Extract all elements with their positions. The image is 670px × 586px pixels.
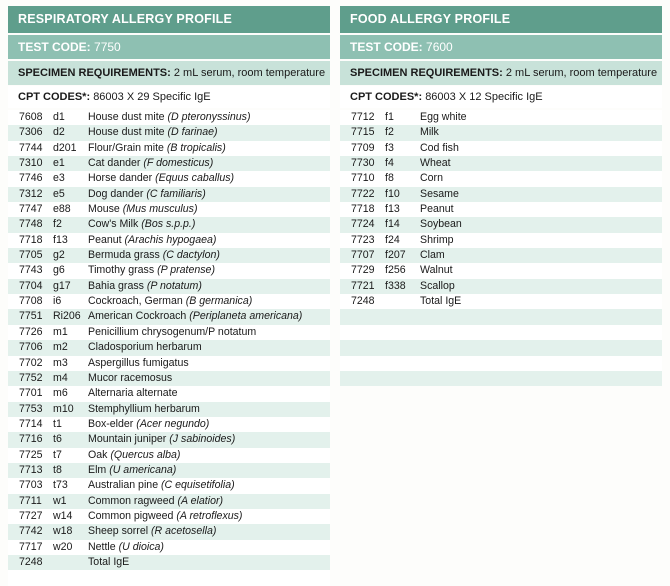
test-number: 7714 — [19, 417, 43, 430]
respiratory-allergen-table — [8, 110, 330, 586]
allergen-common-name: Dog dander — [88, 187, 147, 200]
allergen-latin-name: (U dioica) — [118, 540, 164, 553]
test-number: 7748 — [19, 218, 43, 231]
test-number: 7713 — [19, 463, 43, 476]
table-row — [8, 448, 330, 463]
allergen-latin-name: (A retroflexus) — [176, 509, 243, 522]
test-code-value: 7750 — [94, 40, 121, 54]
allergen-name — [88, 555, 129, 570]
allergen-name — [420, 202, 454, 217]
table-row — [8, 478, 330, 493]
allergen-common-name: Oak — [88, 448, 111, 461]
allergen-name — [88, 202, 198, 217]
test-number: 7706 — [19, 341, 43, 354]
allergen-name — [88, 540, 164, 555]
allergen-code: t8 — [53, 463, 62, 476]
allergen-code: d1 — [53, 111, 65, 123]
specimen-value: 2 mL serum, room temperature — [505, 67, 658, 79]
allergen-code: d201 — [53, 141, 77, 154]
table-row — [340, 309, 662, 324]
allergen-code: f13 — [53, 233, 68, 246]
allergen-name — [88, 325, 256, 340]
test-number: 7306 — [19, 126, 43, 139]
table-row — [8, 570, 330, 585]
allergen-code: f3 — [385, 141, 394, 154]
allergen-name — [88, 494, 223, 509]
allergen-code: t6 — [53, 433, 62, 446]
test-code-label: TEST CODE: — [350, 40, 423, 54]
table-row — [8, 141, 330, 156]
table-row — [8, 509, 330, 524]
allergen-common-name: Cow's Milk — [88, 218, 142, 231]
allergen-latin-name: (B tropicalis) — [166, 141, 226, 154]
allergen-latin-name: (U americana) — [109, 463, 177, 476]
allergen-common-name: Mountain juniper — [88, 433, 170, 446]
allergen-common-name: Wheat — [420, 157, 451, 170]
allergen-common-name: Egg white — [420, 111, 467, 123]
allergen-latin-name: (D farinae) — [167, 126, 218, 139]
test-number: 7744 — [19, 141, 43, 154]
allergen-code: f338 — [385, 279, 406, 292]
allergen-name — [420, 125, 439, 140]
allergen-code: d2 — [53, 126, 65, 139]
test-number: 7743 — [19, 264, 43, 277]
allergen-common-name: Total IgE — [420, 295, 462, 308]
test-number: 7717 — [19, 540, 43, 553]
allergen-code: t1 — [53, 417, 62, 430]
table-row — [8, 325, 330, 340]
allergen-name — [88, 141, 226, 156]
respiratory-title: RESPIRATORY ALLERGY PROFILE — [8, 6, 330, 33]
table-row — [340, 187, 662, 202]
respiratory-specimen — [8, 61, 330, 85]
allergen-name — [88, 263, 215, 278]
allergen-name — [88, 248, 220, 263]
allergen-code: g6 — [53, 264, 65, 277]
allergen-common-name: Sheep sorrel — [88, 525, 152, 538]
allergen-latin-name: (C equisetifolia) — [161, 479, 235, 492]
table-row — [8, 555, 330, 570]
table-row — [340, 125, 662, 140]
test-number: 7751 — [19, 310, 43, 323]
test-number: 7715 — [351, 126, 375, 139]
allergen-common-name: Soybean — [420, 218, 462, 231]
allergen-code: f207 — [385, 249, 406, 262]
table-row — [340, 263, 662, 278]
test-number: 7702 — [19, 356, 43, 369]
allergen-common-name: Corn — [420, 172, 443, 185]
allergen-common-name: Sesame — [420, 187, 459, 200]
allergen-code: f13 — [385, 203, 400, 216]
test-code-value: 7600 — [426, 40, 453, 54]
test-number: 7705 — [19, 249, 43, 262]
allergen-name — [420, 110, 467, 125]
table-row — [8, 110, 330, 125]
allergen-code: e88 — [53, 203, 71, 216]
table-row — [340, 202, 662, 217]
test-number: 7711 — [19, 494, 42, 507]
table-row — [8, 386, 330, 401]
test-number: 7747 — [19, 203, 43, 216]
respiratory-test-code — [8, 35, 330, 59]
allergen-name — [420, 294, 461, 309]
allergen-code: i6 — [53, 295, 62, 308]
cpt-label: CPT CODES*: — [18, 91, 91, 103]
allergen-code: w1 — [53, 494, 67, 507]
test-number: 7703 — [19, 479, 43, 492]
allergen-latin-name: (Periplaneta americana) — [189, 310, 303, 323]
allergen-common-name: Cockroach, German — [88, 295, 186, 308]
allergen-code: f4 — [385, 157, 394, 170]
table-row — [340, 156, 662, 171]
allergen-name — [88, 340, 202, 355]
table-row — [340, 110, 662, 125]
allergen-code: f2 — [53, 218, 62, 231]
allergen-name — [88, 125, 218, 140]
table-row — [8, 524, 330, 539]
test-number: 7753 — [19, 402, 43, 415]
allergen-name — [420, 156, 451, 171]
allergen-common-name: Mouse — [88, 203, 123, 216]
allergen-code: w20 — [53, 540, 73, 553]
table-row — [340, 371, 662, 386]
allergen-common-name: Cat dander — [88, 157, 144, 170]
allergen-common-name: Aspergillus fumigatus — [88, 356, 189, 369]
respiratory-cpt-codes — [8, 86, 330, 108]
test-number: 7608 — [19, 111, 43, 123]
allergen-name — [420, 187, 459, 202]
table-row — [8, 202, 330, 217]
table-row — [8, 156, 330, 171]
allergen-latin-name: (Equus caballus) — [155, 172, 235, 185]
test-number: 7746 — [19, 172, 43, 185]
allergen-latin-name: (F domesticus) — [143, 157, 214, 170]
allergen-code: f10 — [385, 187, 400, 200]
allergen-code: m6 — [53, 387, 68, 400]
allergen-latin-name: (P notatum) — [146, 279, 202, 292]
allergen-common-name: Alternaria alternate — [88, 387, 178, 400]
allergen-name — [88, 509, 242, 524]
allergen-common-name: Milk — [420, 126, 439, 139]
specimen-label: SPECIMEN REQUIREMENTS: — [350, 67, 503, 79]
allergen-code: g2 — [53, 249, 65, 262]
allergen-name — [420, 233, 454, 248]
table-row — [8, 279, 330, 294]
allergen-latin-name: (A elatior) — [177, 494, 224, 507]
allergen-latin-name: (R acetosella) — [151, 525, 217, 538]
allergen-common-name: Elm — [88, 463, 110, 476]
test-number: 7704 — [19, 279, 43, 292]
test-number: 7707 — [351, 249, 375, 262]
allergen-code: w14 — [53, 509, 73, 522]
food-specimen — [340, 61, 662, 85]
allergen-common-name: Stemphyllium herbarum — [88, 402, 200, 415]
allergen-common-name: Peanut — [420, 203, 454, 216]
test-number: 7710 — [351, 172, 375, 185]
test-number: 7310 — [19, 157, 43, 170]
test-number: 7248 — [351, 295, 375, 308]
table-row — [8, 417, 330, 432]
allergen-common-name: Common pigweed — [88, 509, 177, 522]
test-number: 7248 — [19, 555, 43, 568]
allergen-name — [420, 141, 459, 156]
table-row — [340, 325, 662, 340]
allergen-name — [88, 187, 206, 202]
allergen-latin-name: (C dactylon) — [162, 249, 220, 262]
allergen-name — [88, 448, 180, 463]
allergen-code: t7 — [53, 448, 62, 461]
food-allergen-table — [340, 110, 662, 386]
cpt-label: CPT CODES*: — [350, 91, 423, 103]
test-number: 7729 — [351, 264, 375, 277]
table-row — [340, 217, 662, 232]
test-number: 7724 — [351, 218, 375, 231]
allergen-code: m2 — [53, 341, 68, 354]
allergen-common-name: Common ragweed — [88, 494, 178, 507]
allergen-code: f2 — [385, 126, 394, 139]
allergen-code: f24 — [385, 233, 400, 246]
test-number: 7708 — [19, 295, 43, 308]
table-row — [8, 309, 330, 324]
allergen-code: m4 — [53, 371, 68, 384]
allergen-latin-name: (B germanica) — [185, 295, 253, 308]
allergen-name — [88, 417, 209, 432]
table-row — [8, 187, 330, 202]
test-number: 7726 — [19, 325, 43, 338]
allergen-common-name: Scallop — [420, 279, 455, 292]
test-number: 7709 — [351, 141, 375, 154]
allergen-name — [88, 294, 252, 309]
allergen-code: Ri206 — [53, 310, 81, 323]
allergen-common-name: Walnut — [420, 264, 453, 277]
allergen-latin-name: (C familiaris) — [146, 187, 206, 200]
allergen-code: f1 — [385, 111, 394, 123]
allergen-code: e3 — [53, 172, 65, 185]
specimen-value: 2 mL serum, room temperature — [173, 67, 326, 79]
allergen-name — [88, 110, 251, 125]
cpt-value: 86003 X 29 Specific IgE — [93, 91, 211, 103]
allergen-common-name: Mucor racemosus — [88, 371, 173, 384]
table-row — [340, 356, 662, 371]
test-number: 7701 — [19, 387, 43, 400]
allergen-common-name: Total IgE — [88, 555, 130, 568]
allergen-name — [88, 356, 189, 371]
allergen-code: f256 — [385, 264, 406, 277]
allergen-common-name: Timothy grass — [88, 264, 158, 277]
allergen-code: g17 — [53, 279, 71, 292]
allergen-common-name: Clam — [420, 249, 445, 262]
allergen-name — [420, 217, 462, 232]
allergen-latin-name: (Arachis hypogaea) — [124, 233, 217, 246]
allergen-common-name: Shrimp — [420, 233, 454, 246]
table-row — [340, 279, 662, 294]
allergen-name — [88, 478, 235, 493]
table-row — [8, 494, 330, 509]
allergen-common-name: Nettle — [88, 540, 119, 553]
allergen-latin-name: (Quercus alba) — [110, 448, 181, 461]
table-row — [8, 432, 330, 447]
allergen-latin-name: (Acer negundo) — [136, 417, 210, 430]
allergen-name — [88, 463, 176, 478]
test-number: 7742 — [19, 525, 43, 538]
test-number: 7718 — [19, 233, 43, 246]
table-row — [8, 125, 330, 140]
allergen-common-name: Cladosporium herbarum — [88, 341, 202, 354]
allergen-name — [88, 432, 235, 447]
allergen-code: m10 — [53, 402, 74, 415]
table-row — [8, 217, 330, 232]
allergen-name — [420, 279, 455, 294]
table-row — [8, 171, 330, 186]
allergen-name — [88, 524, 216, 539]
table-row — [340, 171, 662, 186]
table-row — [8, 463, 330, 478]
table-row — [8, 263, 330, 278]
table-row — [8, 402, 330, 417]
allergen-name — [88, 156, 213, 171]
food-cpt-codes — [340, 86, 662, 108]
allergen-latin-name: (J sabinoides) — [169, 433, 236, 446]
allergen-code: t73 — [53, 479, 68, 492]
table-row — [340, 233, 662, 248]
allergen-code: m1 — [53, 325, 68, 338]
table-row — [8, 340, 330, 355]
test-number: 7716 — [19, 433, 43, 446]
allergen-name — [88, 309, 302, 324]
allergen-common-name: Horse dander — [88, 172, 156, 185]
table-row — [340, 141, 662, 156]
food-test-code — [340, 35, 662, 59]
cpt-value: 86003 X 12 Specific IgE — [425, 91, 543, 103]
table-row — [8, 356, 330, 371]
test-number: 7725 — [19, 448, 43, 461]
allergen-common-name: Box-elder — [88, 417, 137, 430]
respiratory-allergy-panel — [8, 6, 330, 586]
allergen-code: e1 — [53, 157, 65, 170]
table-row — [8, 540, 330, 555]
allergen-latin-name: (D pteronyssinus) — [167, 111, 251, 123]
allergen-code: f14 — [385, 218, 400, 231]
test-number: 7312 — [19, 187, 43, 200]
test-code-label: TEST CODE: — [18, 40, 91, 54]
allergen-common-name: Bermuda grass — [88, 249, 163, 262]
allergen-common-name: Australian pine — [88, 479, 162, 492]
allergen-name — [88, 217, 195, 232]
allergen-common-name: House dust mite — [88, 126, 168, 139]
allergen-code: f8 — [385, 172, 394, 185]
allergen-name — [420, 263, 453, 278]
allergen-common-name: House dust mite — [88, 111, 168, 123]
test-number: 7723 — [351, 233, 375, 246]
allergen-common-name: Bahia grass — [88, 279, 147, 292]
allergen-latin-name: (Bos s.p.p.) — [141, 218, 196, 231]
allergen-name — [420, 248, 445, 263]
table-row — [340, 340, 662, 355]
allergen-common-name: Flour/Grain mite — [88, 141, 167, 154]
allergen-code: m3 — [53, 356, 68, 369]
allergen-name — [88, 386, 178, 401]
allergen-name — [88, 402, 200, 417]
allergen-common-name: Peanut — [88, 233, 125, 246]
test-number: 7752 — [19, 371, 43, 384]
table-row — [8, 248, 330, 263]
test-number: 7721 — [351, 279, 375, 292]
table-row — [8, 233, 330, 248]
food-title: FOOD ALLERGY PROFILE — [340, 6, 662, 33]
test-number: 7712 — [351, 111, 375, 123]
test-number: 7730 — [351, 157, 375, 170]
allergen-name — [88, 171, 234, 186]
allergen-latin-name: (Mus musculus) — [122, 203, 198, 216]
allergen-common-name: Cod fish — [420, 141, 459, 154]
test-number: 7727 — [19, 509, 43, 522]
test-number: 7718 — [351, 203, 375, 216]
allergen-code: e5 — [53, 187, 65, 200]
allergen-name — [88, 371, 172, 386]
allergen-name — [420, 171, 443, 186]
food-allergy-panel — [340, 6, 662, 386]
allergen-name — [88, 279, 202, 294]
table-row — [8, 371, 330, 386]
table-row — [340, 294, 662, 309]
allergen-common-name: Penicillium chrysogenum/P notatum — [88, 325, 257, 338]
allergen-code: w18 — [53, 525, 73, 538]
test-number: 7722 — [351, 187, 375, 200]
specimen-label: SPECIMEN REQUIREMENTS: — [18, 67, 171, 79]
allergen-common-name: American Cockroach — [88, 310, 190, 323]
allergen-latin-name: (P pratense) — [157, 264, 215, 277]
table-row — [8, 294, 330, 309]
allergen-name — [88, 233, 216, 248]
table-row — [340, 248, 662, 263]
